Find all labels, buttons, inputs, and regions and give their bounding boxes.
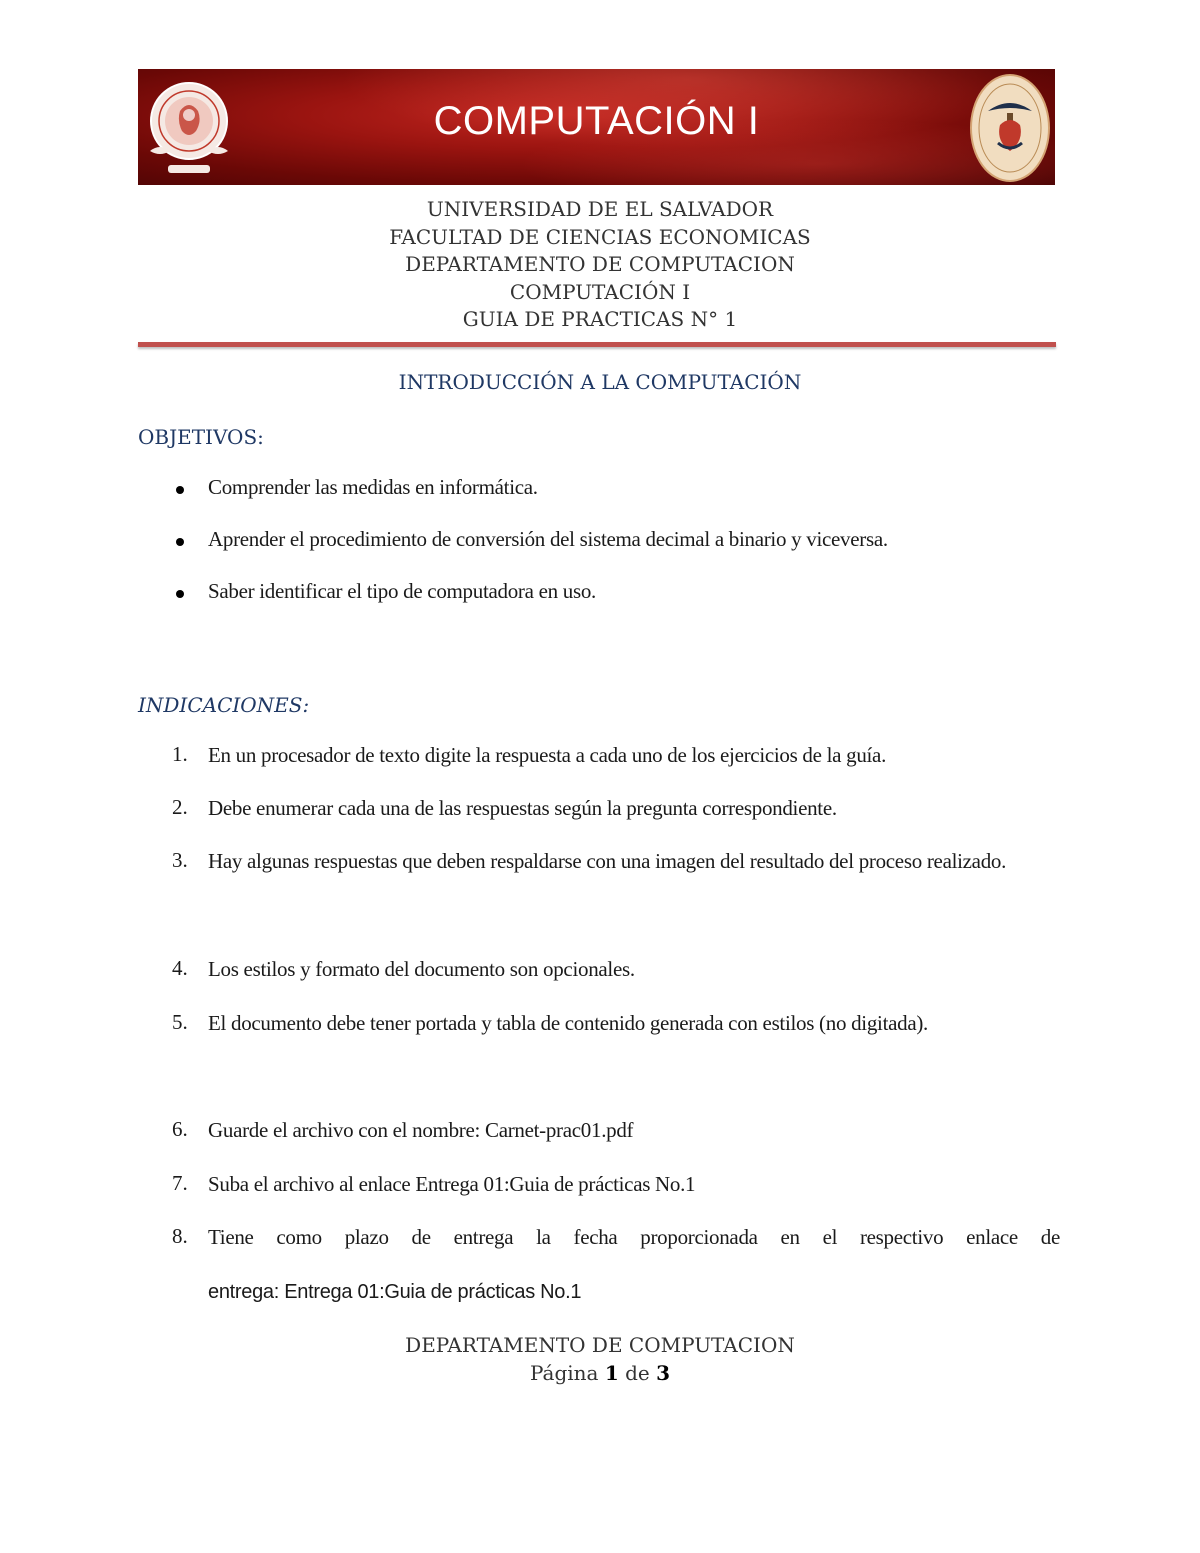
section-title: INTRODUCCIÓN A LA COMPUTACIÓN bbox=[398, 370, 802, 394]
header-line-guide: GUIA DE PRACTICAS N° 1 bbox=[462, 307, 738, 331]
list-item: El documento debe tener portada y tabla de contenido generada con estilos (no digitada). bbox=[208, 1011, 928, 1035]
banner-title: COMPUTACIÓN I bbox=[433, 99, 760, 143]
list-number: 8. bbox=[172, 1224, 188, 1248]
list-item: Saber identificar el tipo de computadora en uso. bbox=[208, 579, 596, 603]
page-number bbox=[0, 1360, 1200, 1388]
list-item: Hay algunas respuestas que deben respaldarse con una imagen del resultado del proceso realizado. bbox=[208, 849, 1007, 873]
list-number: 3. bbox=[172, 848, 188, 872]
header-line-university: UNIVERSIDAD DE EL SALVADOR bbox=[426, 197, 774, 221]
footer-department: DEPARTAMENTO DE COMPUTACION bbox=[405, 1333, 795, 1357]
page-of: de bbox=[625, 1360, 650, 1385]
faculty-seal-icon bbox=[970, 73, 1050, 183]
instructions-heading: INDICACIONES: bbox=[138, 693, 310, 717]
objectives-heading: OBJETIVOS: bbox=[138, 425, 264, 449]
submission-link-text: entrega: Entrega 01:Guia de prácticas No.1 bbox=[208, 1281, 582, 1303]
list-number: 4. bbox=[172, 956, 188, 980]
list-item: Debe enumerar cada una de las respuestas según la pregunta correspondiente. bbox=[208, 796, 837, 820]
header-divider bbox=[138, 342, 1056, 347]
list-item: Los estilos y formato del documento son opcionales. bbox=[208, 957, 635, 981]
list-item-continuation bbox=[208, 1264, 1060, 1319]
page-total: 3 bbox=[656, 1360, 671, 1385]
header-line-faculty: FACULTAD DE CIENCIAS ECONOMICAS bbox=[389, 224, 811, 249]
list-item: Comprender las medidas en informática. bbox=[208, 475, 538, 499]
page-footer bbox=[0, 1332, 1200, 1387]
list-item: Guarde el archivo con el nombre: Carnet-prac01.pdf bbox=[208, 1118, 634, 1142]
list-item: En un procesador de texto digite la respuesta a cada uno de los ejercicios de la guía. bbox=[208, 743, 887, 767]
list-number: 1. bbox=[172, 742, 188, 766]
header-line-department: DEPARTAMENTO DE COMPUTACION bbox=[405, 252, 795, 276]
list-number: 6. bbox=[172, 1117, 188, 1141]
list-item: Aprender el procedimiento de conversión del sistema decimal a binario y viceversa. bbox=[208, 527, 888, 551]
list-number: 5. bbox=[172, 1010, 188, 1034]
list-number: 2. bbox=[172, 795, 188, 819]
list-item: Tiene como plazo de entrega la fecha proporcionada en el respectivo enlace de bbox=[208, 1225, 1060, 1249]
header-line-course: COMPUTACIÓN I bbox=[509, 279, 691, 304]
list-number: 7. bbox=[172, 1171, 188, 1195]
document-header bbox=[0, 196, 1200, 334]
page-label: Página bbox=[529, 1360, 599, 1385]
list-item: Suba el archivo al enlace Entrega 01:Guia de prácticas No.1 bbox=[208, 1172, 696, 1196]
header-banner bbox=[138, 69, 1055, 185]
page-current: 1 bbox=[604, 1360, 619, 1385]
